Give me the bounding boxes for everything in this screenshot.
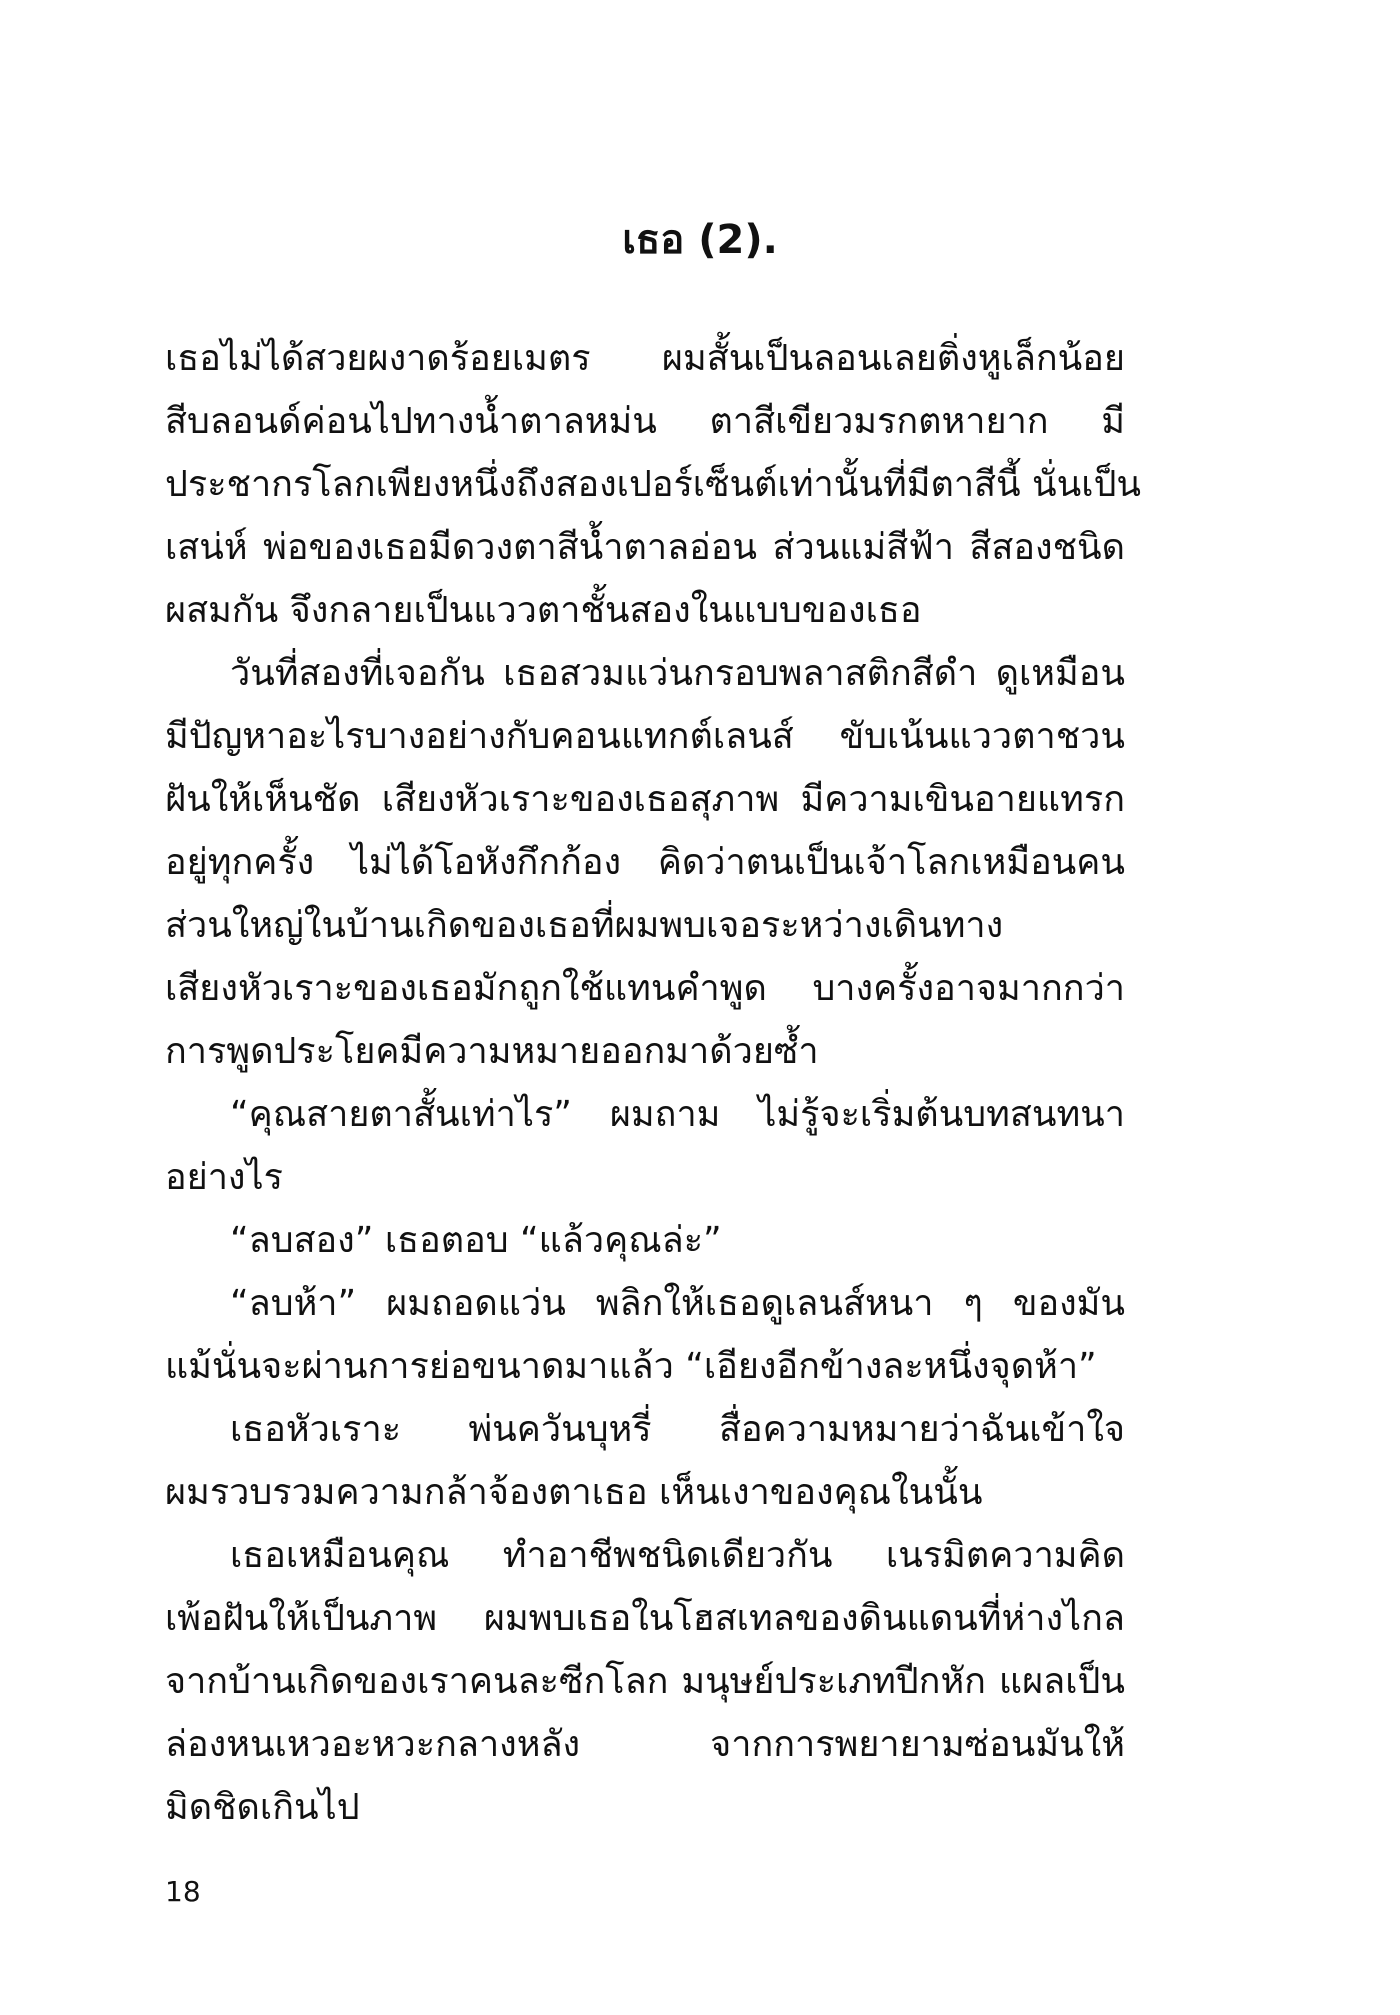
text-line: จากบ้านเกิดของเราคนละซีกโลก มนุษย์ประเภทปีกหัก แผลเป็น — [165, 1661, 1125, 1702]
body-text — [165, 327, 1142, 1839]
text-line: มิดชิดเกินไป — [165, 1787, 360, 1828]
text-line: เพ้อฝันให้เป็นภาพ ผมพบเธอในโฮสเทลของดินแดนที่ห่างไกล — [165, 1598, 1125, 1639]
text-line: เธอไม่ได้สวยผงาดร้อยเมตร ผมสั้นเป็นลอนเลยติ่งหูเล็กน้อย — [165, 338, 1125, 379]
text-line: ส่วนใหญ่ในบ้านเกิดของเธอที่ผมพบเจอระหว่างเดินทาง — [165, 905, 1004, 946]
text-line: เธอหัวเราะ พ่นควันบุหรี่ สื่อความหมายว่าฉันเข้าใจ — [230, 1409, 1125, 1450]
text-line: การพูดประโยคมีความหมายออกมาด้วยซ้ำ — [165, 1031, 819, 1072]
text-line: ฝันให้เห็นชัด เสียงหัวเราะของเธอสุภาพ มีความเขินอายแทรก — [165, 779, 1125, 820]
text-line: ผสมกัน จึงกลายเป็นแววตาชั้นสองในแบบของเธอ — [165, 590, 922, 631]
text-line: แม้นั่นจะผ่านการย่อขนาดมาแล้ว “เอียงอีกข้างละหนึ่งจุดห้า” — [165, 1346, 1097, 1387]
text-line: “คุณสายตาสั้นเท่าไร” ผมถาม ไม่รู้จะเริ่มต้นบทสนทนา — [230, 1094, 1125, 1135]
text-line: ผมรวบรวมความกล้าจ้องตาเธอ เห็นเงาของคุณในนั้น — [165, 1472, 983, 1513]
text-line: เสน่ห์ พ่อของเธอมีดวงตาสีน้ำตาลอ่อน ส่วนแม่สีฟ้า สีสองชนิด — [165, 527, 1125, 568]
chapter-title: เธอ (2). — [622, 217, 778, 263]
text-line: ล่องหนเหวอะหวะกลางหลัง จากการพยายามซ่อนมันให้ — [165, 1724, 1125, 1765]
text-line: สีบลอนด์ค่อนไปทางน้ำตาลหม่น ตาสีเขียวมรกตหายาก มี — [165, 401, 1125, 442]
text-line: อย่างไร — [165, 1157, 283, 1198]
text-line: อยู่ทุกครั้ง ไม่ได้โอหังกึกก้อง คิดว่าตนเป็นเจ้าโลกเหมือนคน — [165, 842, 1125, 883]
text-line: เธอเหมือนคุณ ทำอาชีพชนิดเดียวกัน เนรมิตความคิด — [230, 1535, 1125, 1576]
text-line: มีปัญหาอะไรบางอย่างกับคอนแทกต์เลนส์ ขับเน้นแววตาชวน — [165, 716, 1125, 757]
text-line: วันที่สองที่เจอกัน เธอสวมแว่นกรอบพลาสติกสีดำ ดูเหมือน — [230, 653, 1125, 694]
text-line: ประชากรโลกเพียงหนึ่งถึงสองเปอร์เซ็นต์เท่านั้นที่มีตาสีนี้ นั่นเป็น — [165, 464, 1142, 505]
text-line: เสียงหัวเราะของเธอมักถูกใช้แทนคำพูด บางครั้งอาจมากกว่า — [165, 968, 1125, 1009]
text-line: “ลบสอง” เธอตอบ “แล้วคุณล่ะ” — [230, 1220, 722, 1261]
page-number: 18 — [165, 1875, 201, 1908]
text-line: “ลบห้า” ผมถอดแว่น พลิกให้เธอดูเลนส์หนา ๆ ของมัน — [230, 1283, 1125, 1324]
